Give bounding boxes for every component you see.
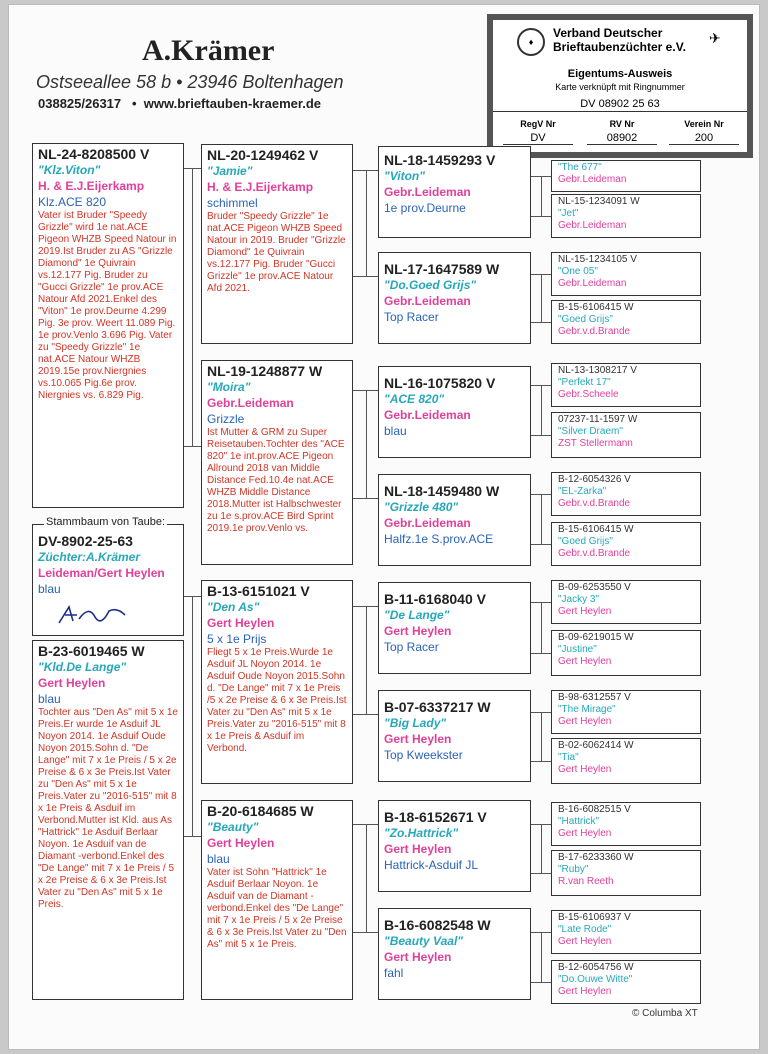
ggp-info: Top Racer bbox=[384, 640, 439, 654]
subject-box bbox=[32, 524, 184, 636]
ggp-name: "Big Lady" bbox=[384, 716, 447, 730]
gggp-name: "EL-Zarka" bbox=[558, 486, 607, 497]
gggp-box bbox=[551, 802, 701, 846]
ggp-breeder: Gert Heylen bbox=[384, 732, 452, 746]
gggp-ring: B-12-6054326 V bbox=[558, 474, 631, 485]
grandparent-ring: NL-19-1248877 W bbox=[207, 363, 323, 379]
ggp-info: Hattrick-Asduif JL bbox=[384, 858, 479, 872]
gggp-name: "Tia" bbox=[558, 752, 579, 763]
ggp-info: fahl bbox=[384, 966, 404, 980]
gggp-breeder: Gebr.Leideman bbox=[558, 278, 627, 289]
connector bbox=[531, 824, 551, 825]
gggp-box bbox=[551, 850, 701, 896]
grandparent-ring: B-13-6151021 V bbox=[207, 583, 310, 599]
connector bbox=[531, 653, 551, 654]
ggp-breeder: Gert Heylen bbox=[384, 624, 452, 638]
gggp-ring: NL-13-1308217 V bbox=[558, 365, 637, 376]
gggp-name: "Silver Draem" bbox=[558, 426, 623, 437]
grandparent-description: Ist Mutter & GRM zu Super Reisetauben.Tochter des "ACE 820" 1e int.prov.ACE Pigeon Allround 2018 van Middle Distance Fed.10.4e nat.ACE WHZB Middle Distance 2018.Mutter ist Halbschwester zu 1e s.prov.ACE Bird Sprint 2019.1e prov.Venlo vs. bbox=[207, 427, 345, 534]
ggp-name: "Grizzle 480" bbox=[384, 500, 459, 514]
connector bbox=[531, 216, 551, 217]
gggp-ring: B-02-6062414 W bbox=[558, 740, 634, 751]
gggp-name: "Goed Grijs" bbox=[558, 536, 613, 547]
gggp-breeder: Gert Heylen bbox=[558, 764, 612, 775]
grandparent-box bbox=[201, 800, 353, 1000]
connector bbox=[531, 873, 551, 874]
gggp-name: "Jet" bbox=[558, 208, 579, 219]
gggp-breeder: ZST Stellermann bbox=[558, 438, 633, 449]
connector bbox=[353, 606, 378, 607]
connector bbox=[366, 390, 367, 498]
sire-info: Klz.ACE 820 bbox=[38, 195, 107, 209]
gggp-box bbox=[551, 522, 701, 566]
grandparent-info: schimmel bbox=[207, 196, 258, 210]
gggp-breeder: Gebr.Leideman bbox=[558, 174, 627, 185]
gggp-box bbox=[551, 630, 701, 676]
ggp-ring: NL-17-1647589 W bbox=[384, 261, 500, 277]
gggp-ring: B-09-6219015 W bbox=[558, 632, 634, 643]
card-value-rv: 08902 bbox=[587, 132, 657, 145]
ggp-ring: B-18-6152671 V bbox=[384, 809, 487, 825]
subject-line: Leideman/Gert Heylen bbox=[38, 566, 165, 580]
connector bbox=[184, 596, 201, 597]
gggp-breeder: Gert Heylen bbox=[558, 606, 612, 617]
gggp-breeder: Gert Heylen bbox=[558, 936, 612, 947]
gggp-ring: NL-15-1234105 V bbox=[558, 254, 637, 265]
grandparent-description: Vater ist Sohn "Hattrick" 1e Asduif Berlaar Noyon. 1e Asduif van de Diamant -verbond.Enkel des "De Lange" mit 7 x 1e Preis / 5 x 2e Preise & 6 x 3e Preis.Ist Vater zu "Den As" mit 5 x 1e Preis. bbox=[207, 867, 347, 950]
gggp-breeder: Gebr.v.d.Brande bbox=[558, 326, 631, 337]
connector bbox=[531, 712, 551, 713]
connector bbox=[531, 602, 551, 603]
gggp-breeder: Gebr.v.d.Brande bbox=[558, 548, 631, 559]
gggp-box bbox=[551, 300, 701, 344]
card-header-verein: Verein Nr bbox=[684, 119, 724, 129]
gggp-box bbox=[551, 960, 701, 1004]
connector bbox=[366, 170, 367, 276]
gggp-ring: B-15-6106415 W bbox=[558, 302, 634, 313]
gggp-ring: B-12-6054756 W bbox=[558, 962, 634, 973]
ggp-name: "Zo.Hattrick" bbox=[384, 826, 459, 840]
grandparent-info: Grizzle bbox=[207, 412, 245, 426]
grandparent-breeder: Gert Heylen bbox=[207, 836, 275, 850]
connector bbox=[353, 170, 378, 171]
grandparent-name: "Moira" bbox=[207, 380, 251, 394]
connector bbox=[531, 982, 551, 983]
gggp-breeder: Gebr.Leideman bbox=[558, 220, 627, 231]
connector bbox=[353, 714, 378, 715]
grandparent-breeder: Gert Heylen bbox=[207, 616, 275, 630]
connector bbox=[192, 168, 193, 446]
gggp-breeder: Gert Heylen bbox=[558, 656, 612, 667]
sire-breeder: H. & E.J.Eijerkamp bbox=[38, 179, 145, 193]
signature-icon bbox=[55, 601, 135, 629]
great-grandparent-box bbox=[378, 800, 531, 892]
connector bbox=[353, 498, 378, 499]
gggp-ring: B-17-6233360 W bbox=[558, 852, 634, 863]
dam-box bbox=[32, 640, 184, 1000]
gggp-box bbox=[551, 160, 701, 192]
connector bbox=[541, 385, 542, 435]
breeder-address: Ostseeallee 58 b • 23946 Boltenhagen bbox=[36, 72, 344, 92]
footer-copyright: © Columba XT bbox=[632, 1008, 698, 1019]
connector bbox=[541, 176, 542, 216]
gggp-ring: NL-15-1234091 W bbox=[558, 196, 640, 207]
ggp-breeder: Gebr.Leideman bbox=[384, 408, 471, 422]
subject-breeder: Züchter:A.Krämer bbox=[38, 550, 141, 564]
gggp-box bbox=[551, 412, 701, 458]
vdbt-logo-icon: ♦ bbox=[517, 28, 545, 56]
great-grandparent-box bbox=[378, 690, 531, 782]
gggp-name: "Late Rode" bbox=[558, 924, 612, 935]
dam-color: blau bbox=[38, 692, 61, 706]
grandparent-info: 5 x 1e Prijs bbox=[207, 632, 267, 646]
gggp-breeder: Gebr.v.d.Brande bbox=[558, 498, 631, 509]
connector bbox=[541, 824, 542, 873]
great-grandparent-box bbox=[378, 908, 531, 1000]
connector bbox=[184, 446, 201, 447]
gggp-box bbox=[551, 472, 701, 516]
connector bbox=[184, 168, 201, 169]
great-grandparent-box bbox=[378, 146, 531, 238]
connector bbox=[531, 322, 551, 323]
ggp-info: 1e prov.Deurne bbox=[384, 201, 466, 215]
ggp-breeder: Gebr.Leideman bbox=[384, 185, 471, 199]
grandparent-box bbox=[201, 144, 353, 344]
grandparent-name: "Beauty" bbox=[207, 820, 259, 834]
sire-description: Vater ist Bruder "Speedy Grizzle" wird 1e nat.ACE Pigeon WHZB Speed Natour in 2019.Ist Bruder zu AS "Grizzle Diamond" 1e Quivrain vs.12.177 Pig. Bruder zu "Gucci Grizzle" 1e prov.ACE Natour Afd 2021.Enkel des "Viton" 1e prov.Deurne 4.299 Pig. 3e prov. Weert 11.089 Pig. 1e prov.Venlo 3.696 Pig. Vater zu "Speedy Grizzle" 1e nat.ACE Natour WHZB 2019.15e prov.Niergnies vs.10.065 Pig.6e prov. Niergnies vs. 6.829 Pig. bbox=[38, 210, 177, 401]
card-value-verein: 200 bbox=[669, 132, 739, 145]
grandparent-ring: NL-20-1249462 V bbox=[207, 147, 319, 163]
ggp-name: "Beauty Vaal" bbox=[384, 934, 463, 948]
ggp-breeder: Gebr.Leideman bbox=[384, 294, 471, 308]
gggp-breeder: R.van Reeth bbox=[558, 876, 614, 887]
ggp-ring: B-16-6082548 W bbox=[384, 917, 491, 933]
gggp-name: "One 05" bbox=[558, 266, 598, 277]
gggp-name: "Jacky 3" bbox=[558, 594, 600, 605]
connector bbox=[366, 606, 367, 714]
subject-ring: DV-8902-25-63 bbox=[38, 533, 133, 549]
ggp-ring: NL-18-1459480 W bbox=[384, 483, 500, 499]
great-grandparent-box bbox=[378, 366, 531, 458]
connector bbox=[531, 932, 551, 933]
gggp-box bbox=[551, 363, 701, 407]
connector bbox=[366, 824, 367, 932]
grandparent-breeder: H. & E.J.Eijerkamp bbox=[207, 180, 314, 194]
gggp-name: "Justine" bbox=[558, 644, 597, 655]
breeder-contact: 038825/26317 • www.brieftauben-kraemer.de bbox=[38, 96, 321, 111]
card-subtitle: Karte verknüpft mit Ringnummer bbox=[555, 82, 685, 92]
grandparent-description: Bruder "Speedy Grizzle" 1e nat.ACE Pigeon WHZB Speed Natour in 2019. Bruder "Grizzle Diamond" 1e Quivrain vs.12.177 Pig. Bruder "Gucci Grizzle" 1e prov.ACE Natour Afd 2021. bbox=[207, 211, 346, 294]
gggp-box bbox=[551, 690, 701, 734]
connector bbox=[531, 176, 551, 177]
grandparent-name: "Jamie" bbox=[207, 164, 253, 178]
connector bbox=[184, 836, 201, 837]
gggp-name: "Hattrick" bbox=[558, 816, 599, 827]
connector bbox=[541, 932, 542, 982]
gggp-ring: B-16-6082515 V bbox=[558, 804, 631, 815]
gggp-breeder: Gert Heylen bbox=[558, 716, 612, 727]
connector bbox=[531, 494, 551, 495]
sire-box bbox=[32, 143, 184, 508]
great-grandparent-box bbox=[378, 252, 531, 344]
card-header-rv: RV Nr bbox=[609, 119, 635, 129]
gggp-ring: B-15-6106415 W bbox=[558, 524, 634, 535]
card-org-line2: Brieftaubenzüchter e.V. bbox=[553, 40, 686, 54]
connector bbox=[541, 602, 542, 653]
gggp-name: "Goed Grijs" bbox=[558, 314, 613, 325]
card-value-regv: DV bbox=[503, 132, 573, 145]
card-ring: DV 08902 25 63 bbox=[493, 98, 747, 112]
gggp-box bbox=[551, 738, 701, 784]
connector bbox=[353, 824, 378, 825]
gggp-ring: 07237-11-1597 W bbox=[558, 414, 638, 425]
ggp-breeder: Gebr.Leideman bbox=[384, 516, 471, 530]
gggp-ring: B-98-6312557 V bbox=[558, 692, 631, 703]
ownership-card bbox=[487, 14, 753, 158]
ggp-name: "De Lange" bbox=[384, 608, 450, 622]
gggp-ring: B-15-6106937 V bbox=[558, 912, 631, 923]
gggp-ring: B-09-6253550 V bbox=[558, 582, 631, 593]
connector bbox=[353, 932, 378, 933]
connector bbox=[192, 596, 193, 836]
connector bbox=[531, 761, 551, 762]
grandparent-breeder: Gebr.Leideman bbox=[207, 396, 294, 410]
ggp-breeder: Gert Heylen bbox=[384, 842, 452, 856]
ggp-info: blau bbox=[384, 424, 407, 438]
connector bbox=[531, 385, 551, 386]
grandparent-name: "Den As" bbox=[207, 600, 260, 614]
subject-label: Stammbaum von Taube: bbox=[46, 516, 166, 528]
connector bbox=[541, 274, 542, 322]
connector bbox=[353, 390, 378, 391]
ggp-info: Top Kweekster bbox=[384, 748, 463, 762]
card-title: Eigentums-Ausweis bbox=[567, 68, 673, 80]
sire-name: "Klz.Viton" bbox=[38, 163, 101, 177]
ggp-ring: NL-16-1075820 V bbox=[384, 375, 496, 391]
dam-name: "Kld.De Lange" bbox=[38, 660, 127, 674]
gggp-name: "The 677" bbox=[558, 162, 602, 173]
connector bbox=[353, 276, 378, 277]
pigeon-icon: ✈ bbox=[709, 30, 721, 46]
card-header-regv: RegV Nr bbox=[520, 119, 556, 129]
connector bbox=[541, 494, 542, 544]
grandparent-info: blau bbox=[207, 852, 230, 866]
ggp-info: Halfz.1e S.prov.ACE bbox=[384, 532, 494, 546]
gggp-box bbox=[551, 910, 701, 954]
connector bbox=[531, 544, 551, 545]
gggp-name: "The Mirage" bbox=[558, 704, 616, 715]
sire-ring: NL-24-8208500 V bbox=[38, 146, 150, 162]
gggp-breeder: Gebr.Scheele bbox=[558, 389, 619, 400]
gggp-breeder: Gert Heylen bbox=[558, 986, 612, 997]
grandparent-box bbox=[201, 360, 353, 565]
grandparent-description: Fliegt 5 x 1e Preis.Wurde 1e Asduif JL Noyon 2014. 1e Asduif Oude Noyon 2015.Sohn d. "De Lange" mit 7 x 1e Preis /5 x 2e Preise & 6 x 3e Preis.Ist Vater zu "Den As" mit 5 x 1e Preis.Vater zu "2016-515" mit 8 x 1e Preis & Asduif im Verbond. bbox=[207, 647, 347, 754]
connector bbox=[531, 435, 551, 436]
great-grandparent-box bbox=[378, 474, 531, 566]
ggp-name: "Do.Goed Grijs" bbox=[384, 278, 477, 292]
ggp-ring: B-11-6168040 V bbox=[384, 591, 486, 607]
gggp-name: "Do.Ouwe Witte" bbox=[558, 974, 633, 985]
ggp-info: Top Racer bbox=[384, 310, 439, 324]
dam-description: Tochter aus "Den As" mit 5 x 1e Preis.Er wurde 1e Asduif JL Noyon 2014. 1e Asduif Oude Noyon 2015.Sohn d. "De Lange" mit 7 x 1e Preis / 5 x 2e Preise & 6 x 3e Preis.Ist Vater zu "Den As" mit 5 x 1e Preis.Vater zu "2016-515" mit 8 x 1e Preis & Asduif im Verbond.Mutter ist Kld. aus As "Hattrick" 1e Asduif Berlaar Noyon. 1e Asduif van de Diamant -verbond.Enkel des "De Lange" mit 7 x 1e Preis / 5 x 2e Preise & 6 x 3e Preis.Ist Vater zu "Den As" mit 5 x 1e Preis. bbox=[38, 707, 178, 910]
gggp-name: "Ruby" bbox=[558, 864, 589, 875]
ggp-name: "Viton" bbox=[384, 169, 425, 183]
great-grandparent-box bbox=[378, 582, 531, 674]
gggp-box bbox=[551, 194, 701, 238]
ggp-breeder: Gert Heylen bbox=[384, 950, 452, 964]
gggp-box bbox=[551, 252, 701, 296]
ggp-name: "ACE 820" bbox=[384, 392, 445, 406]
gggp-name: "Perfekt 17" bbox=[558, 377, 611, 388]
dam-breeder: Gert Heylen bbox=[38, 676, 106, 690]
connector bbox=[541, 712, 542, 761]
dam-ring: B-23-6019465 W bbox=[38, 643, 145, 659]
ggp-ring: B-07-6337217 W bbox=[384, 699, 491, 715]
connector bbox=[531, 274, 551, 275]
card-org-line1: Verband Deutscher bbox=[553, 26, 663, 40]
gggp-breeder: Gert Heylen bbox=[558, 828, 612, 839]
subject-color: blau bbox=[38, 582, 61, 596]
gggp-box bbox=[551, 580, 701, 624]
grandparent-box bbox=[201, 580, 353, 784]
breeder-name: A.Krämer bbox=[142, 34, 275, 67]
ggp-ring: NL-18-1459293 V bbox=[384, 152, 496, 168]
grandparent-ring: B-20-6184685 W bbox=[207, 803, 314, 819]
